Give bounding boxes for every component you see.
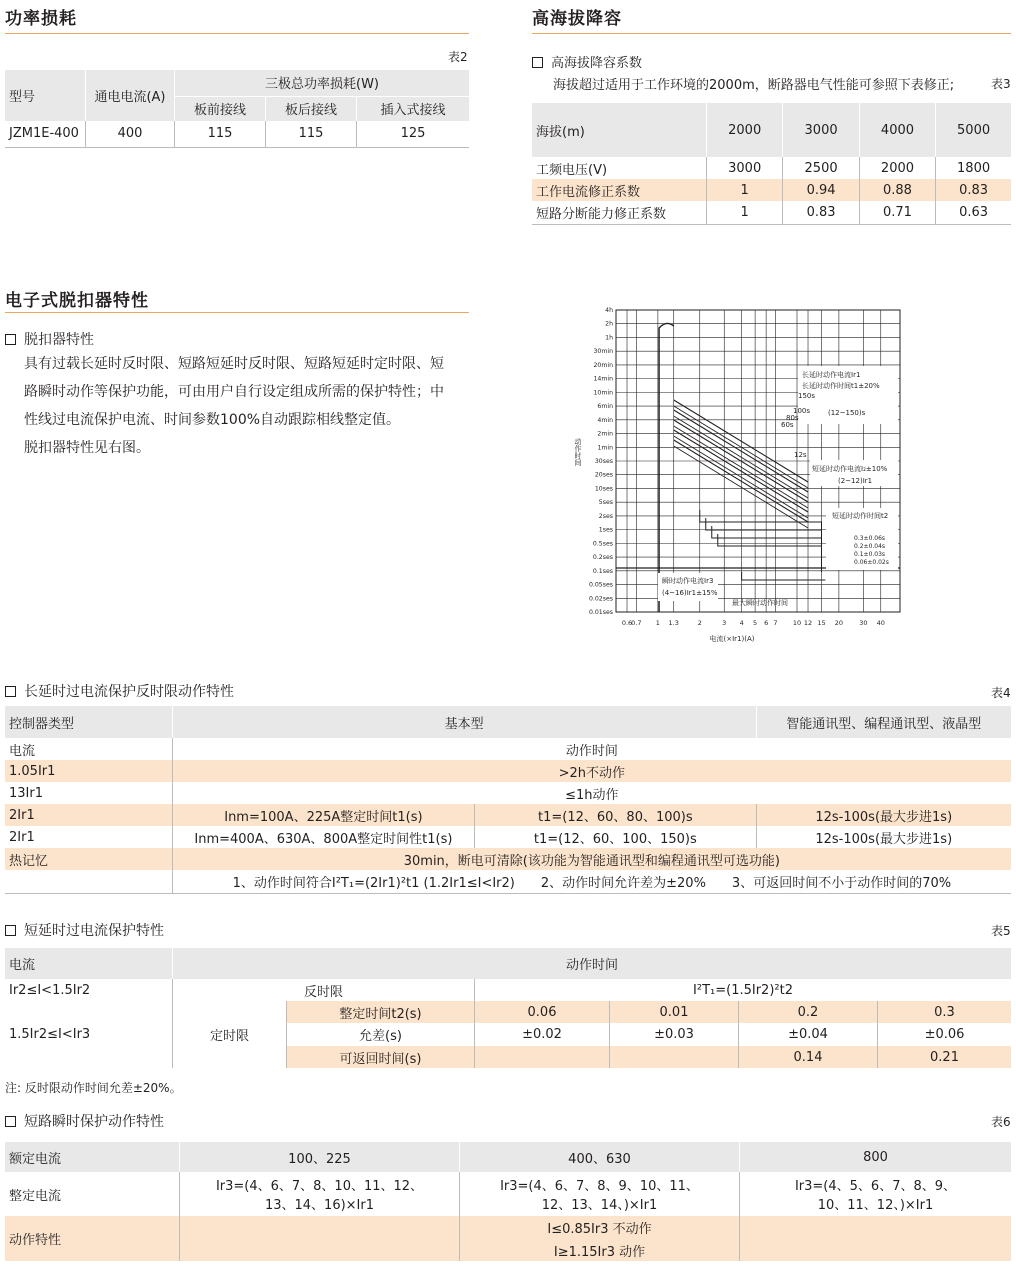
cell [460, 1216, 740, 1261]
x-tick-labels [622, 619, 885, 627]
cell: 0.83 [783, 201, 859, 224]
checkbox-icon [5, 1116, 16, 1127]
title-rule [5, 312, 469, 313]
curve-label: 80s [786, 414, 799, 422]
cell: 0.14 [739, 1046, 878, 1068]
x-tick-label: 1 [655, 619, 660, 627]
row-label: 1.05Ir1 [5, 760, 172, 782]
row-label: 工频电压(V) [536, 162, 608, 178]
y-tick-label: 0.2ses [592, 554, 613, 562]
header-cell: 基本型 [172, 706, 756, 738]
x-tick-label: 1.3 [668, 619, 679, 627]
annotation: 长延时动作时间t1±20% [802, 382, 880, 390]
row-label: 1.5Ir2≤I<Ir3 [5, 1001, 173, 1068]
instant-table [5, 1142, 1011, 1261]
y-tick-label: 5ses [598, 499, 613, 507]
trip-curve [674, 430, 808, 512]
cell: 整定时间t2(s) [287, 1001, 475, 1023]
t6-item [5, 1111, 164, 1131]
cell: 0.88 [859, 179, 935, 201]
header-cell: 4000 [859, 103, 935, 157]
checkbox-icon [5, 925, 16, 936]
cell: 1800 [936, 157, 1011, 179]
long-delay-table [5, 706, 1011, 894]
y-tick-label: 0.05ses [588, 581, 613, 589]
row-label: 热记忆 [5, 848, 172, 870]
header-back: 板后接线 [266, 96, 357, 121]
header-loss: 三极总功率损耗(W) [175, 70, 470, 96]
table-number: 表4 [991, 686, 1011, 700]
cell: 0.01 [610, 1001, 739, 1023]
y-tick-label: 0.1ses [592, 567, 613, 575]
x-tick-label: 7 [773, 619, 778, 627]
header-cell: 海拔(m) [532, 103, 707, 157]
cell-line: Ir3=(4、6、7、8、9、10、11、 [500, 1179, 699, 1194]
x-tick-label: 20 [834, 619, 844, 627]
x-tick-label: 5 [753, 619, 758, 627]
annotation: 短延时动作电流I₂±10% [812, 465, 888, 473]
curve-label: 100s [793, 407, 811, 415]
annotation: 0.06±0.02s [854, 559, 889, 566]
y-tick-label: 2ses [598, 512, 613, 520]
item-label: 短路瞬时保护动作特性 [24, 1114, 164, 1130]
t4-item [5, 681, 234, 701]
annotation: (4~16)Ir1±15% [662, 589, 718, 597]
cell: 0.3 [878, 1001, 1012, 1023]
t5-note: 注: 反时限动作时间允差±20%。 [5, 1081, 182, 1095]
altitude-item [532, 52, 642, 71]
cell [460, 1172, 740, 1216]
cell: 可返回时间(s) [287, 1046, 475, 1068]
x-tick-label: 4 [739, 619, 744, 627]
table-number: 表5 [991, 924, 1011, 938]
x-tick-label: 12 [803, 619, 813, 627]
trip-curve [674, 440, 808, 522]
header-plug: 插入式接线 [357, 96, 470, 121]
trip-item [5, 329, 94, 349]
cell-line: 13、14、16)×Ir1 [264, 1198, 375, 1213]
checkbox-icon [5, 334, 16, 345]
header-cell: 动作时间 [173, 948, 1012, 979]
cell: 1 [707, 201, 783, 224]
cell: 12s-100s(最大步进1s) [756, 804, 1011, 826]
cell: 0.71 [859, 201, 935, 224]
cell: 12s-100s(最大步进1s) [756, 826, 1011, 848]
header-cell: 智能通讯型、编程通讯型、液晶型 [756, 706, 1011, 738]
y-tick-label: 2h [605, 320, 613, 328]
cell-line: I≥1.15Ir3 动作 [553, 1244, 646, 1260]
header-model: 型号 [5, 70, 86, 121]
trip-title: 电子式脱扣器特性 [5, 291, 149, 311]
trip-curve [718, 534, 822, 572]
x-tick-label: 15 [817, 619, 826, 627]
y-tick-label: 0.02ses [588, 595, 613, 603]
cell: ±0.04 [739, 1023, 878, 1046]
x-tick-label: 6 [764, 619, 769, 627]
item-label: 长延时过电流保护反时限动作特性 [24, 684, 234, 700]
annotation: 0.3±0.06s [854, 535, 886, 542]
cell [180, 1172, 460, 1216]
header-cell: 800 [740, 1142, 1012, 1172]
y-axis-label: 动作时间 [574, 438, 582, 466]
power-loss-table [5, 70, 469, 148]
cell-line: 12、13、14、)×Ir1 [541, 1198, 658, 1213]
cell-front: 115 [175, 121, 266, 147]
y-tick-label: 2min [597, 430, 613, 438]
y-tick-label: 30ses [594, 458, 613, 465]
annotation: 0.2±0.04s [854, 543, 886, 550]
row-label: 电流 [9, 743, 36, 759]
cell: 1 [707, 179, 783, 201]
header-front: 板前接线 [175, 96, 266, 121]
cell: 3000 [707, 157, 783, 179]
annotation: 0.1±0.03s [854, 551, 886, 558]
row-label: 工作电流修正系数 [532, 179, 707, 201]
annotation: 长延时动作电流Ir1 [802, 371, 861, 379]
row-label: Ir2≤I<1.5Ir2 [9, 982, 91, 998]
cell: 0.94 [783, 179, 859, 201]
cell-line: I≤0.85Ir3 不动作 [547, 1221, 652, 1237]
trip-curve [674, 400, 811, 482]
x-tick-label: 0.7 [631, 619, 642, 627]
table-number: 表2 [448, 50, 468, 64]
cell: 0.63 [936, 201, 1011, 224]
cell: 2500 [783, 157, 859, 179]
annotation: 最大瞬时动作时间 [732, 599, 788, 607]
title-rule [532, 33, 1011, 34]
paragraph-line: 脱扣器特性见右图。 [24, 440, 150, 456]
annotation: (2~12)Ir1 [838, 477, 873, 485]
cell: 定时限 [173, 1001, 287, 1068]
trip-paragraph [24, 350, 484, 462]
cell: Inm=100A、225A整定时间t1(s) [172, 804, 474, 826]
cell: ≤1h动作 [172, 782, 1011, 804]
checkbox-icon [5, 686, 16, 697]
y-tick-label: 1min [597, 444, 613, 452]
y-tick-label: 0.5ses [592, 540, 613, 548]
t5-item [5, 920, 164, 940]
trip-curve [674, 426, 808, 508]
header-cell: 电流 [5, 948, 173, 979]
cell: ±0.03 [610, 1023, 739, 1046]
item-label: 高海拔降容系数 [551, 56, 643, 71]
x-tick-label: 2 [697, 619, 702, 627]
cell: 允差(s) [287, 1023, 475, 1046]
y-tick-label: 10ses [594, 485, 613, 493]
x-tick-label: 30 [859, 619, 868, 627]
x-axis-label: 电流(×Ir1)(A) [709, 635, 755, 643]
trip-curve [659, 323, 674, 612]
trip-characteristic-chart [570, 300, 910, 648]
item-label: 短延时过电流保护特性 [24, 923, 164, 939]
row-label: 13Ir1 [9, 785, 43, 801]
header-cell: 额定电流 [5, 1142, 180, 1172]
y-tick-label: 14min [593, 375, 613, 383]
y-tick-labels [589, 307, 613, 616]
row-label: 整定电流 [9, 1188, 62, 1204]
table-number: 表6 [991, 1115, 1011, 1129]
header-cell: 2000 [707, 103, 783, 157]
annotation: (12~150)s [828, 409, 866, 417]
altitude-table [532, 103, 1011, 225]
cell-line: Ir3=(4、6、7、8、10、11、12、 [215, 1179, 424, 1194]
paragraph-line: 路瞬时动作等保护功能，可由用户自行设定组成所需的保护特性；中 [24, 384, 444, 400]
title-rule [5, 33, 469, 34]
trip-curve [742, 572, 826, 580]
header-current: 通电电流(A) [86, 70, 175, 121]
y-tick-label: 30min [593, 348, 613, 356]
y-tick-label: 4h [605, 307, 613, 314]
y-tick-label: 20min [593, 361, 613, 369]
x-tick-label: 0.6 [621, 619, 633, 627]
y-tick-label: 6min [597, 403, 613, 411]
header-cell: 400、630 [460, 1142, 740, 1172]
annotation: 短延时动作时间t2 [832, 512, 889, 520]
x-tick-label: 3 [722, 619, 727, 627]
y-tick-label: 1ses [598, 526, 613, 534]
cell [740, 1172, 1012, 1216]
curve-label: 150s [798, 392, 816, 400]
altitude-title: 高海拔降容 [532, 9, 622, 29]
header-cell: 100、225 [180, 1142, 460, 1172]
curve-label: 12s [794, 451, 807, 459]
cell: 0.2 [739, 1001, 878, 1023]
cell-current: 400 [86, 121, 175, 147]
cell: 0.83 [936, 179, 1011, 201]
cell: ±0.02 [475, 1023, 610, 1046]
cell: I²T₁=(1.5Ir2)²t2 [475, 979, 1012, 1001]
paragraph-line: 性线过电流保护电流、时间参数100%自动跟踪相线整定值。 [24, 412, 401, 428]
trip-curve [712, 526, 822, 572]
row-label: 动作特性 [5, 1216, 180, 1261]
x-tick-label: 40 [876, 619, 885, 627]
cell-plug: 125 [357, 121, 470, 147]
header-cell: 5000 [936, 103, 1011, 157]
note-cell: 1、动作时间符合I²T₁=(2Ir1)²t1 (1.2Ir1≤I<Ir2) 2、动作时间允许差为±20% 3、可返回时间不小于动作时间的70% [172, 870, 1011, 893]
altitude-desc: 海拔超过适用于工作环境的2000m，断路器电气性能可参照下表修正; [553, 78, 955, 93]
row-label: 短路分断能力修正系数 [532, 201, 707, 224]
y-tick-label: 4min [597, 416, 613, 424]
cell: 0.06 [475, 1001, 610, 1023]
cell: t1=(12、60、100、150)s [475, 826, 756, 848]
short-delay-table [5, 948, 1011, 1068]
cell: t1=(12、60、80、100)s [475, 804, 756, 826]
cell: ±0.06 [878, 1023, 1012, 1046]
cell: 2000 [859, 157, 935, 179]
row-label: 2Ir1 [5, 804, 172, 826]
power-loss-title: 功率损耗 [5, 9, 77, 29]
cell-back: 115 [266, 121, 357, 147]
curve-label: 60s [781, 421, 794, 429]
annotation: 瞬时动作电流Ir3 [662, 577, 714, 585]
cell: >2h不动作 [172, 760, 1011, 782]
header-cell: 3000 [783, 103, 859, 157]
item-label: 脱扣器特性 [24, 332, 94, 348]
row-label: 2Ir1 [9, 829, 35, 845]
cell-line: Ir3=(4、5、6、7、8、9、 [794, 1179, 957, 1194]
cell: 30min，断电可清除(该功能为智能通讯型和编程通讯型可选功能) [172, 848, 1011, 870]
y-tick-label: 1h [605, 334, 613, 342]
x-tick-label: 10 [792, 619, 802, 627]
cell: 动作时间 [172, 738, 1011, 760]
y-tick-label: 20ses [594, 471, 613, 479]
cell: 0.21 [878, 1046, 1012, 1068]
y-tick-label: 10min [593, 389, 613, 397]
trip-curve [674, 436, 808, 518]
cell-line: 10、11、12、)×Ir1 [817, 1198, 934, 1213]
paragraph-line: 具有过载长延时反时限、短路短延时反时限、短路短延时定时限、短 [24, 356, 444, 372]
checkbox-icon [532, 57, 543, 68]
cell: Inm=400A、630A、800A整定时间性t1(s) [172, 826, 474, 848]
table-number: 表3 [991, 77, 1011, 91]
cell-model: JZM1E-400 [5, 121, 86, 147]
cell: 反时限 [173, 979, 475, 1001]
header-cell: 控制器类型 [5, 706, 172, 738]
y-tick-label: 0.01ses [588, 609, 613, 616]
